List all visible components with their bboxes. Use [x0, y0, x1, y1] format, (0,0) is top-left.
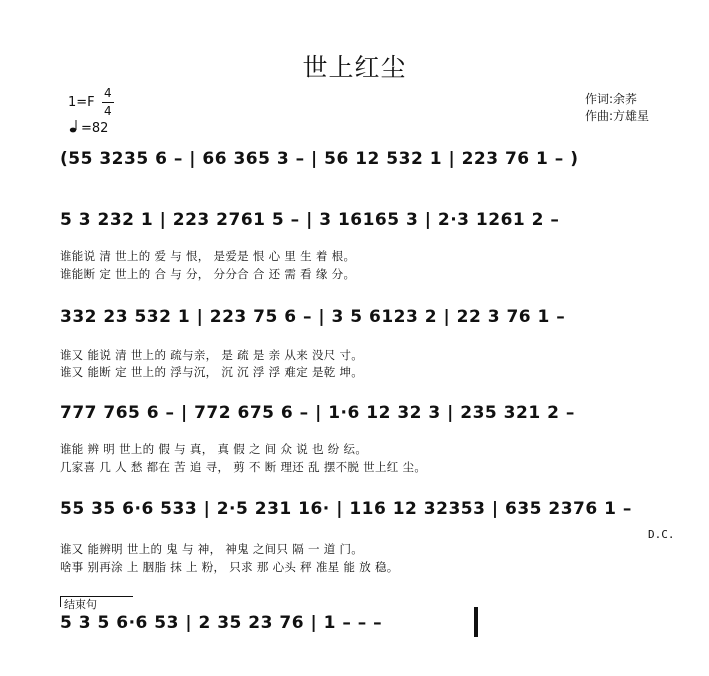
da-capo-mark: D.C. — [648, 528, 675, 541]
time-signature-line — [102, 102, 114, 103]
score-system-2 — [60, 210, 660, 280]
ending-label: 结束句 — [64, 598, 97, 611]
notation-line: 332 23 532 1 | 223 75 6 – | 3 5 6123 2 | 22 3 76 1 – — [60, 307, 566, 327]
notation-line: 777 765 6 – | 772 675 6 – | 1·6 12 32 3 | 235 321 2 – — [60, 403, 575, 423]
lyrics-verse-1: 谁又 能辨明 世上的 鬼 与 神， 神鬼 之间只 隔 一 道 门。 — [60, 542, 364, 556]
score-system-4 — [60, 403, 660, 473]
time-signature-bottom: 4 — [104, 104, 112, 118]
lyrics-verse-1: 谁能说 清 世上的 爱 与 恨， 是爱是 恨 心 里 生 着 根。 — [60, 249, 356, 263]
score-system-6 — [60, 613, 660, 643]
key-signature: 1=F — [68, 95, 95, 110]
score-system-3 — [60, 307, 660, 377]
lyrics-verse-2: 谁又 能断 定 世上的 浮与沉， 沉 沉 浮 浮 难定 是乾 坤。 — [60, 365, 364, 379]
composer-credit: 作曲:方雄星 — [585, 109, 650, 123]
lyricist-credit: 作词:余荞 — [585, 92, 638, 106]
time-signature-top: 4 — [104, 86, 112, 100]
lyrics-verse-2: 啥事 别再涂 上 胭脂 抹 上 粉， 只求 那 心头 秤 准星 能 放 稳。 — [60, 560, 399, 574]
final-barline — [474, 607, 478, 637]
quarter-note-icon — [69, 118, 81, 132]
notation-line: 5 3 5 6·6 53 | 2 35 23 76 | 1 – – – — [60, 613, 383, 633]
lyrics-verse-1: 谁能 辨 明 世上的 假 与 真， 真 假 之 间 众 说 也 纷 纭。 — [60, 442, 368, 456]
score-system-5 — [60, 499, 660, 574]
tempo-marking: =82 — [81, 121, 109, 136]
notation-line: 5 3 232 1 | 223 2761 5 – | 3 16165 3 | 2·3 1261 2 – — [60, 210, 560, 230]
notation-line: 55 35 6·6 533 | 2·5 231 16· | 116 12 32353 | 635 2376 1 – — [60, 499, 632, 519]
lyrics-verse-1: 谁又 能说 清 世上的 疏与亲， 是 疏 是 亲 从来 没尺 寸。 — [60, 348, 364, 362]
lyrics-verse-2: 几家喜 几 人 愁 都在 苦 追 寻， 剪 不 断 理还 乱 摆不脱 世上红 尘。 — [60, 460, 427, 474]
score-system-1 — [60, 147, 660, 177]
lyrics-verse-2: 谁能断 定 世上的 合 与 分， 分分合 合 还 需 看 缘 分。 — [60, 267, 356, 281]
notation-line: (55 3235 6 – | 66 365 3 – | 56 12 532 1 | 223 76 1 – ) — [60, 149, 579, 169]
song-title: 世上红尘 — [302, 53, 407, 82]
